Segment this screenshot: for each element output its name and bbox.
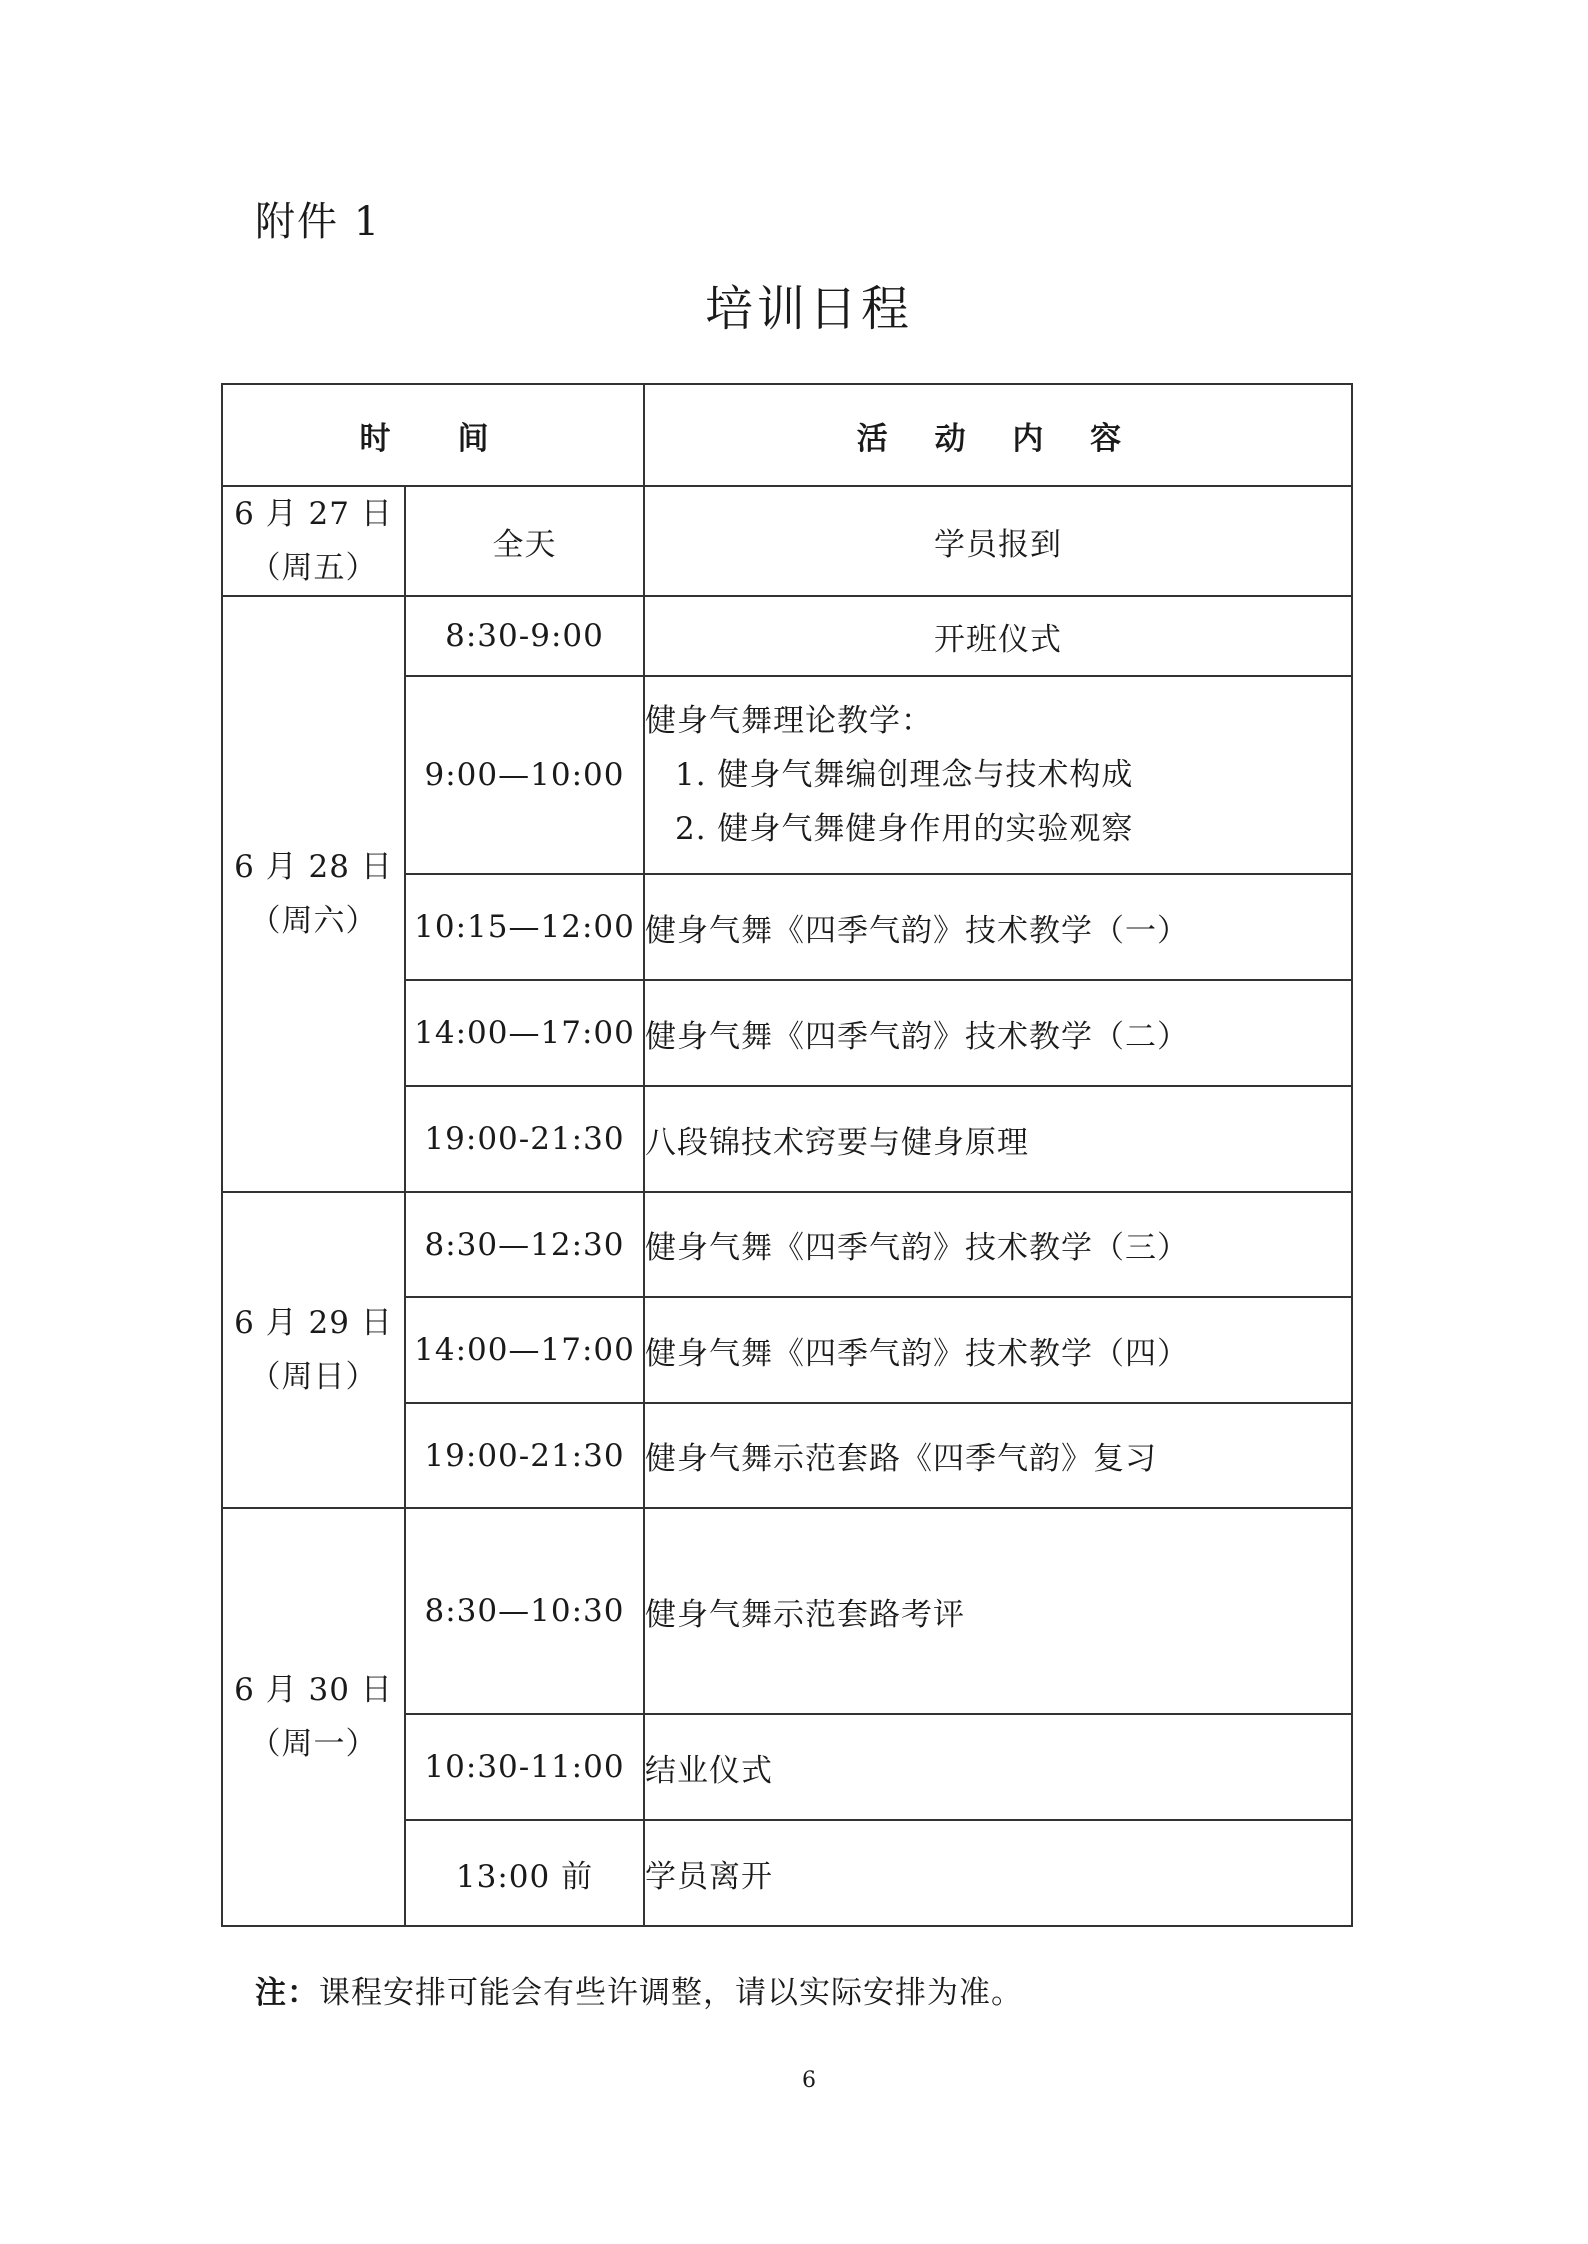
activity-cell: 健身气舞《四季气韵》技术教学（一） <box>644 874 1352 980</box>
activity-line: 健身气舞理论教学： <box>645 703 933 739</box>
page-title: 培训日程 <box>704 281 913 337</box>
activity-cell: 开班仪式 <box>644 596 1352 676</box>
time-cell: 10:30-11:00 <box>405 1714 644 1820</box>
weekday-label: （周日） <box>249 1359 378 1395</box>
weekday-label: （周五） <box>249 550 378 586</box>
header-activity: 活 动 内 容 <box>644 384 1352 486</box>
time-cell: 13:00 前 <box>405 1820 644 1926</box>
time-cell: 8:30—10:30 <box>405 1508 644 1714</box>
date-label: 6 月 29 日 <box>234 1305 393 1341</box>
table-row <box>222 1192 1352 1297</box>
date-cell <box>222 1508 405 1926</box>
activity-cell: 健身气舞示范套路《四季气韵》复习 <box>644 1403 1352 1508</box>
activity-cell: 学员报到 <box>644 486 1352 596</box>
time-cell: 19:00-21:30 <box>405 1086 644 1192</box>
time-cell: 8:30-9:00 <box>405 596 644 676</box>
date-cell <box>222 1192 405 1508</box>
time-cell: 14:00—17:00 <box>405 1297 644 1403</box>
activity-cell: 八段锦技术窍要与健身原理 <box>644 1086 1352 1192</box>
activity-cell: 结业仪式 <box>644 1714 1352 1820</box>
footnote-text: 课程安排可能会有些许调整，请以实际安排为准。 <box>319 1975 1023 2011</box>
table-row <box>222 596 1352 676</box>
weekday-label: （周一） <box>249 1726 378 1762</box>
page-number: 6 <box>802 2068 816 2093</box>
table-row <box>222 1508 1352 1714</box>
activity-cell: 健身气舞《四季气韵》技术教学（二） <box>644 980 1352 1086</box>
attachment-label: 附件 1 <box>255 199 382 245</box>
footnote-label: 注： <box>255 1975 319 2011</box>
activity-cell: 健身气舞《四季气韵》技术教学（三） <box>644 1192 1352 1297</box>
time-cell: 全天 <box>405 486 644 596</box>
date-label: 6 月 28 日 <box>234 849 393 885</box>
date-cell <box>222 486 405 596</box>
table-row <box>222 486 1352 596</box>
activity-cell: 健身气舞《四季气韵》技术教学（四） <box>644 1297 1352 1403</box>
activity-cell: 健身气舞示范套路考评 <box>644 1508 1352 1714</box>
time-cell: 14:00—17:00 <box>405 980 644 1086</box>
activity-cell: 学员离开 <box>644 1820 1352 1926</box>
schedule-table <box>221 383 1353 1927</box>
activity-line: 1. 健身气舞编创理念与技术构成 <box>675 757 1134 793</box>
date-cell <box>222 596 405 1192</box>
time-cell: 10:15—12:00 <box>405 874 644 980</box>
activity-cell <box>644 676 1352 874</box>
footnote <box>255 1967 1023 2012</box>
time-cell: 9:00—10:00 <box>405 676 644 874</box>
date-label: 6 月 30 日 <box>234 1672 393 1708</box>
table-header-row <box>222 384 1352 486</box>
activity-line: 2. 健身气舞健身作用的实验观察 <box>675 811 1134 847</box>
time-cell: 19:00-21:30 <box>405 1403 644 1508</box>
date-label: 6 月 27 日 <box>234 496 393 532</box>
header-time: 时 间 <box>222 384 644 486</box>
weekday-label: （周六） <box>249 903 378 939</box>
time-cell: 8:30—12:30 <box>405 1192 644 1297</box>
